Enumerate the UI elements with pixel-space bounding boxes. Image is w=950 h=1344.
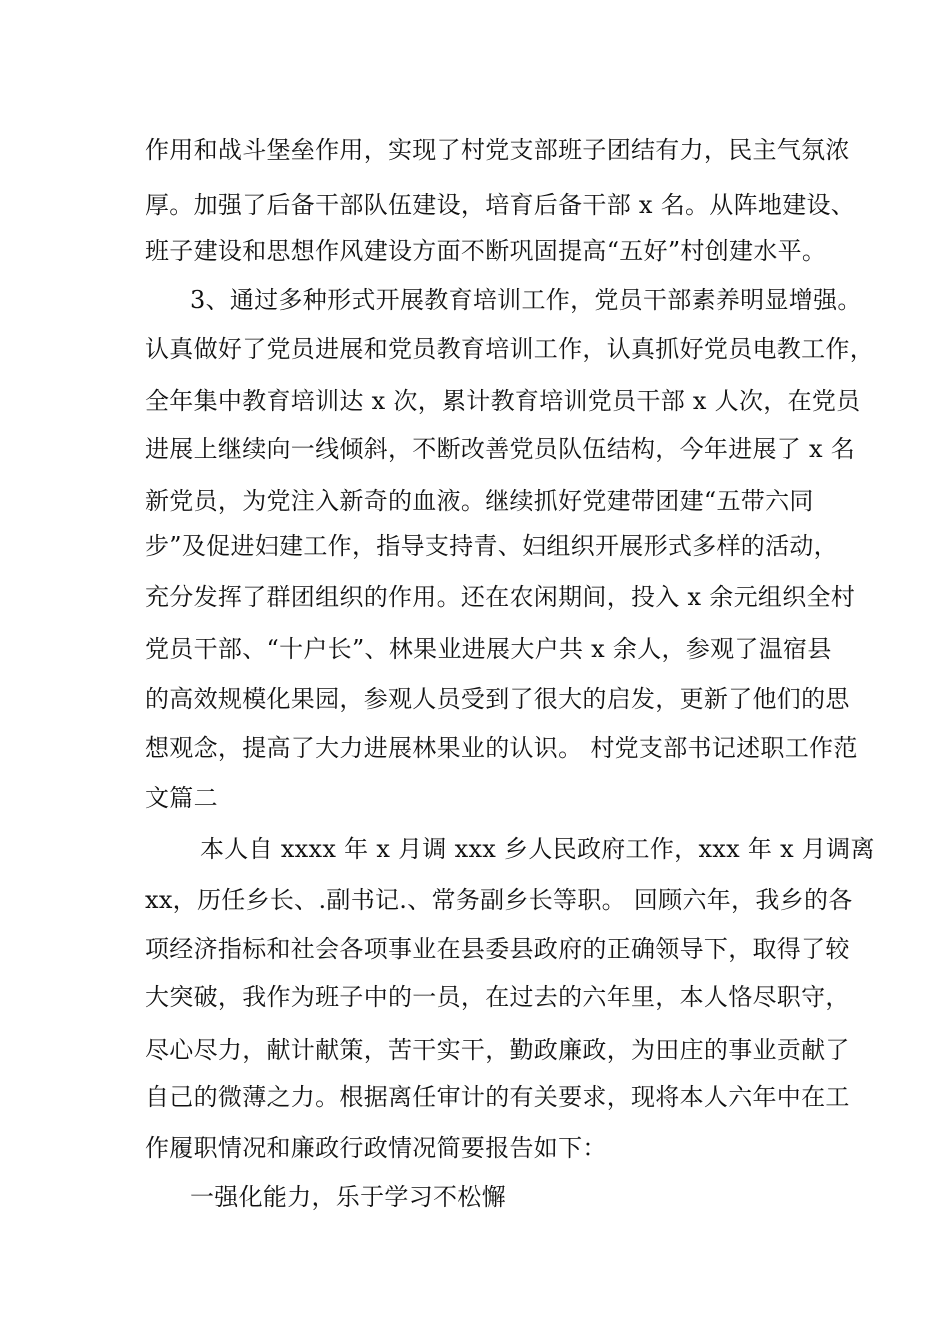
text-line: 党员干部、“十户长”、林果业进展大户共 x 余人，参观了温宿县 [145, 635, 832, 663]
text-line: 全年集中教育培训达 x 次，累计教育培训党员干部 x 人次，在党员 [145, 387, 861, 415]
text-line: 步”及促进妇建工作，指导支持青、妇组织开展形式多样的活动， [145, 532, 838, 560]
text-line: 文篇二 [145, 784, 218, 812]
text-line: 厚。加强了后备干部队伍建设，培育后备干部 x 名。从阵地建设、 [145, 191, 856, 219]
text-line: 大突破，我作为班子中的一员，在过去的六年里，本人恪尽职守， [145, 983, 850, 1011]
text-line: 想观念，提高了大力进展林果业的认识。 村党支部书记述职工作范 [145, 734, 858, 762]
text-line: 尽心尽力，献计献策，苦干实干，勤政廉政，为田庄的事业贡献了 [145, 1036, 850, 1064]
text-line: 充分发挥了群团组织的作用。还在农闲期间，投入 x 余元组织全村 [145, 583, 856, 611]
text-line: 作用和战斗堡垒作用，实现了村党支部班子团结有力，民主气氛浓 [145, 136, 850, 164]
text-line: 自己的微薄之力。根据离任审计的有关要求，现将本人六年中在工 [145, 1083, 850, 1111]
text-line: 3、通过多种形式开展教育培训工作，党员干部素养明显增强。 [190, 286, 862, 314]
text-line: 作履职情况和廉政行政情况简要报告如下： [145, 1134, 607, 1162]
text-line: 本人自 xxxx 年 x 月调 xxx 乡人民政府工作，xxx 年 x 月调离 [200, 835, 875, 863]
text-line: 班子建设和思想作风建设方面不断巩固提高“五好”村创建水平。 [145, 237, 827, 265]
section-heading: 一强化能力，乐于学习不松懈 [190, 1183, 506, 1211]
text-line: 认真做好了党员进展和党员教育培训工作，认真抓好党员电教工作， [145, 335, 874, 363]
text-line: 进展上继续向一线倾斜，不断改善党员队伍结构，今年进展了 x 名 [145, 435, 856, 463]
text-line: 项经济指标和社会各项事业在县委县政府的正确领导下，取得了较 [145, 935, 850, 963]
text-line: 新党员，为党注入新奇的血液。继续抓好党建带团建“五带六同 [145, 487, 814, 515]
text-line: 的高效规模化果园，参观人员受到了很大的启发，更新了他们的思 [145, 685, 850, 713]
text-line: xx，历任乡长、.副书记.、常务副乡长等职。 回顾六年，我乡的各 [145, 886, 853, 914]
